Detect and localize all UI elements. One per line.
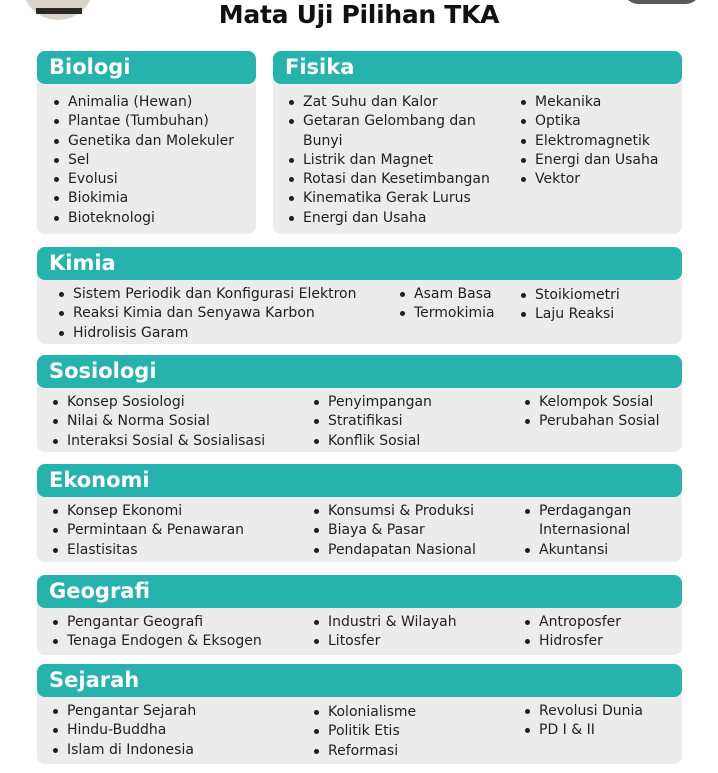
- list-item: Reformasi: [313, 742, 416, 761]
- list-item: Pendapatan Nasional: [313, 541, 476, 560]
- topic-list: [52, 502, 244, 560]
- card-header: Sosiologi: [37, 355, 682, 388]
- list-item: Laju Reaksi: [520, 305, 620, 324]
- list-item: Sistem Periodik dan Konfigurasi Elektron: [58, 285, 356, 304]
- list-item: Islam di Indonesia: [52, 741, 196, 760]
- card-header: Sejarah: [37, 664, 682, 697]
- list-item: Bioteknologi: [53, 209, 234, 228]
- list-item: Listrik dan Magnet: [288, 151, 490, 170]
- list-item: Konflik Sosial: [313, 432, 432, 451]
- list-item: Hindu-Buddha: [52, 721, 196, 740]
- list-item: Elektromagnetik: [520, 132, 658, 151]
- page-title: Mata Uji Pilihan TKA: [218, 0, 500, 29]
- list-item: PD I & II: [524, 721, 643, 740]
- card-header: Ekonomi: [37, 464, 682, 497]
- list-item: Stratifikasi: [313, 412, 432, 431]
- list-item: Reaksi Kimia dan Senyawa Karbon: [58, 304, 356, 323]
- list-item: Vektor: [520, 170, 658, 189]
- list-item: Industri & Wilayah: [313, 613, 457, 632]
- list-item: Pengantar Sejarah: [52, 702, 196, 721]
- list-item: Politik Etis: [313, 722, 416, 741]
- list-item: Konsep Sosiologi: [52, 393, 265, 412]
- topic-list: [313, 613, 457, 652]
- list-item: Termokimia: [399, 304, 495, 323]
- list-item: Kolonialisme: [313, 703, 416, 722]
- card-sosiologi: [37, 355, 682, 452]
- list-item: Litosfer: [313, 632, 457, 651]
- topic-list: [52, 613, 262, 652]
- topic-list: [524, 502, 631, 560]
- list-item: Elastisitas: [52, 541, 244, 560]
- list-item: Pengantar Geografi: [52, 613, 262, 632]
- topic-list: [524, 613, 621, 652]
- list-item: Interaksi Sosial & Sosialisasi: [52, 432, 265, 451]
- list-item: Kelompok Sosial: [524, 393, 660, 412]
- list-item: Genetika dan Molekuler: [53, 132, 234, 151]
- topic-list: [399, 285, 495, 324]
- list-item: Hidrolisis Garam: [58, 324, 356, 343]
- topic-list: [313, 703, 416, 761]
- topic-list: [53, 93, 234, 228]
- list-item: Energi dan Usaha: [520, 151, 658, 170]
- card-header: Fisika: [273, 51, 682, 84]
- topic-list: [288, 93, 490, 228]
- list-item: Konsumsi & Produksi: [313, 502, 476, 521]
- list-item: Perubahan Sosial: [524, 412, 660, 431]
- list-item: Sel: [53, 151, 234, 170]
- card-geografi: [37, 575, 682, 655]
- list-item: Zat Suhu dan Kalor: [288, 93, 490, 112]
- topic-list: [313, 502, 476, 560]
- topic-list: [52, 393, 265, 451]
- list-item: Revolusi Dunia: [524, 702, 643, 721]
- card-fisika: [273, 51, 682, 234]
- list-item: Antroposfer: [524, 613, 621, 632]
- topic-list: [520, 93, 658, 189]
- list-item: Nilai & Norma Sosial: [52, 412, 265, 431]
- list-item: Evolusi: [53, 170, 234, 189]
- card-header: Geografi: [37, 575, 682, 608]
- topic-list: [52, 702, 196, 760]
- list-item: Kinematika Gerak Lurus: [288, 189, 490, 208]
- list-item: Asam Basa: [399, 285, 495, 304]
- list-item: Permintaan & Penawaran: [52, 521, 244, 540]
- list-item: Hidrosfer: [524, 632, 621, 651]
- topic-list: [520, 286, 620, 325]
- list-item: Biaya & Pasar: [313, 521, 476, 540]
- list-item: Perdagangan: [524, 502, 631, 521]
- list-item: Animalia (Hewan): [53, 93, 234, 112]
- list-item: Optika: [520, 112, 658, 131]
- list-item: Energi dan Usaha: [288, 209, 490, 228]
- card-biologi: [37, 51, 256, 234]
- topic-list: [58, 285, 356, 343]
- card-kimia: [37, 247, 682, 344]
- list-item: Getaran Gelombang dan: [288, 112, 490, 131]
- list-item: Penyimpangan: [313, 393, 432, 412]
- topic-list: [524, 393, 660, 432]
- card-header: Kimia: [37, 247, 682, 280]
- card-sejarah: [37, 664, 682, 764]
- list-item-continuation: Internasional: [539, 522, 631, 539]
- topic-list: [524, 702, 643, 741]
- card-header: Biologi: [37, 51, 256, 84]
- list-item: Biokimia: [53, 189, 234, 208]
- card-ekonomi: [37, 464, 682, 562]
- list-item: Konsep Ekonomi: [52, 502, 244, 521]
- list-item-continuation: Bunyi: [303, 132, 343, 149]
- list-item: Tenaga Endogen & Eksogen: [52, 632, 262, 651]
- list-item: Plantae (Tumbuhan): [53, 112, 234, 131]
- list-item: Akuntansi: [524, 541, 631, 560]
- list-item: Rotasi dan Kesetimbangan: [288, 170, 490, 189]
- list-item: Stoikiometri: [520, 286, 620, 305]
- list-item: Mekanika: [520, 93, 658, 112]
- topic-list: [313, 393, 432, 451]
